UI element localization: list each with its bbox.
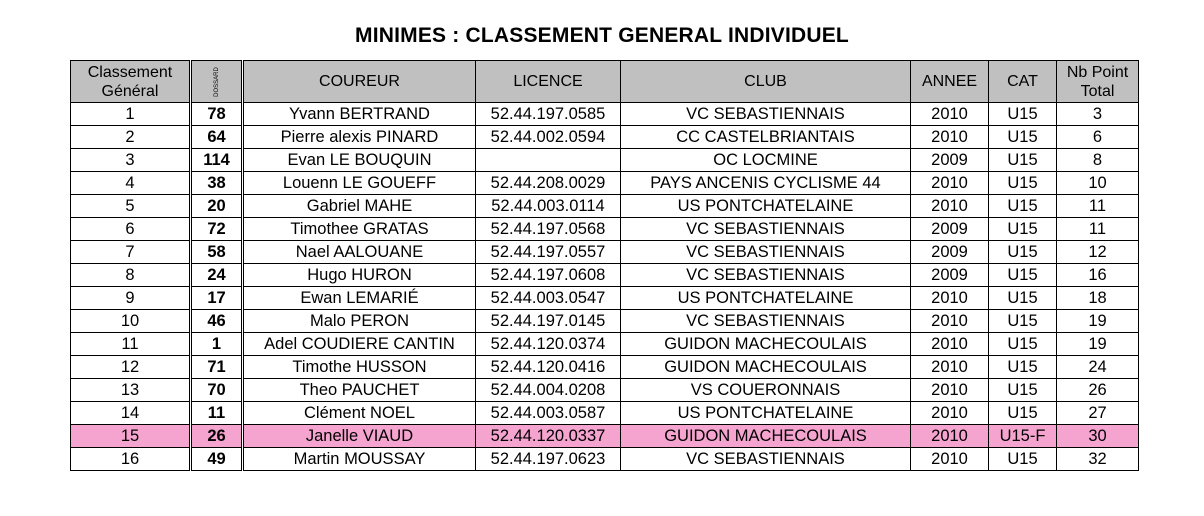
cell-licence: 52.44.197.0557 (476, 241, 621, 264)
cell-coureur: Nael AALOUANE (243, 241, 476, 264)
cell-licence: 52.44.120.0337 (476, 425, 621, 448)
cell-coureur: Hugo HURON (243, 264, 476, 287)
cell-cat: U15 (989, 149, 1057, 172)
cell-cat: U15 (989, 103, 1057, 126)
cell-points: 30 (1057, 425, 1139, 448)
cell-rank: 14 (71, 402, 191, 425)
cell-rank: 1 (71, 103, 191, 126)
cell-dossard: 20 (191, 195, 243, 218)
cell-rank: 9 (71, 287, 191, 310)
table-header-row (71, 61, 1139, 103)
cell-club: US PONTCHATELAINE (621, 402, 911, 425)
cell-dossard: 58 (191, 241, 243, 264)
cell-points: 27 (1057, 402, 1139, 425)
cell-licence: 52.44.004.0208 (476, 379, 621, 402)
cell-licence: 52.44.197.0585 (476, 103, 621, 126)
table-row (71, 402, 1139, 425)
cell-coureur: Timothe HUSSON (243, 356, 476, 379)
table-body (71, 103, 1139, 471)
cell-club: GUIDON MACHECOULAIS (621, 425, 911, 448)
cell-annee: 2010 (911, 195, 989, 218)
table-row (71, 172, 1139, 195)
cell-points: 11 (1057, 195, 1139, 218)
cell-club: VC SEBASTIENNAIS (621, 310, 911, 333)
cell-annee: 2009 (911, 264, 989, 287)
table-row (71, 310, 1139, 333)
cell-dossard: 17 (191, 287, 243, 310)
table-row (71, 333, 1139, 356)
cell-annee: 2010 (911, 172, 989, 195)
cell-points: 12 (1057, 241, 1139, 264)
cell-coureur: Yvann BERTRAND (243, 103, 476, 126)
cell-coureur: Martin MOUSSAY (243, 448, 476, 471)
cell-licence: 52.44.197.0568 (476, 218, 621, 241)
table-row (71, 103, 1139, 126)
header-licence: LICENCE (476, 61, 621, 103)
cell-rank: 5 (71, 195, 191, 218)
cell-cat: U15 (989, 310, 1057, 333)
cell-points: 32 (1057, 448, 1139, 471)
cell-licence: 52.44.003.0587 (476, 402, 621, 425)
cell-club: US PONTCHATELAINE (621, 287, 911, 310)
cell-licence (476, 149, 621, 172)
cell-cat: U15-F (989, 425, 1057, 448)
cell-points: 19 (1057, 333, 1139, 356)
cell-licence: 52.44.197.0623 (476, 448, 621, 471)
cell-rank: 8 (71, 264, 191, 287)
cell-dossard: 64 (191, 126, 243, 149)
cell-cat: U15 (989, 241, 1057, 264)
cell-dossard: 26 (191, 425, 243, 448)
cell-dossard: 70 (191, 379, 243, 402)
cell-dossard: 24 (191, 264, 243, 287)
cell-coureur: Pierre alexis PINARD (243, 126, 476, 149)
cell-cat: U15 (989, 172, 1057, 195)
cell-points: 18 (1057, 287, 1139, 310)
cell-points: 26 (1057, 379, 1139, 402)
table-row (71, 126, 1139, 149)
cell-points: 6 (1057, 126, 1139, 149)
cell-club: VC SEBASTIENNAIS (621, 103, 911, 126)
cell-rank: 16 (71, 448, 191, 471)
cell-rank: 2 (71, 126, 191, 149)
cell-coureur: Ewan LEMARIÉ (243, 287, 476, 310)
cell-dossard: 114 (191, 149, 243, 172)
cell-coureur: Clément NOEL (243, 402, 476, 425)
header-annee: ANNEE (911, 61, 989, 103)
cell-annee: 2010 (911, 379, 989, 402)
cell-club: VC SEBASTIENNAIS (621, 218, 911, 241)
cell-annee: 2010 (911, 103, 989, 126)
cell-club: PAYS ANCENIS CYCLISME 44 (621, 172, 911, 195)
header-cat: CAT (989, 61, 1057, 103)
header-coureur: COUREUR (243, 61, 476, 103)
cell-annee: 2010 (911, 402, 989, 425)
cell-annee: 2010 (911, 356, 989, 379)
cell-cat: U15 (989, 264, 1057, 287)
cell-rank: 15 (71, 425, 191, 448)
cell-coureur: Theo PAUCHET (243, 379, 476, 402)
cell-points: 16 (1057, 264, 1139, 287)
cell-points: 8 (1057, 149, 1139, 172)
cell-annee: 2010 (911, 126, 989, 149)
header-dossard-label: DOSSARD (213, 66, 220, 97)
cell-annee: 2010 (911, 287, 989, 310)
cell-annee: 2010 (911, 310, 989, 333)
table-row (71, 218, 1139, 241)
cell-rank: 10 (71, 310, 191, 333)
cell-rank: 7 (71, 241, 191, 264)
cell-coureur: Malo PERON (243, 310, 476, 333)
cell-coureur: Adel COUDIERE CANTIN (243, 333, 476, 356)
page-title: MINIMES : CLASSEMENT GENERAL INDIVIDUEL (355, 24, 849, 47)
table-row (71, 149, 1139, 172)
cell-rank: 11 (71, 333, 191, 356)
table-row (71, 425, 1139, 448)
table-row (71, 287, 1139, 310)
header-rank: Classement Général (71, 61, 191, 103)
cell-coureur: Louenn LE GOUEFF (243, 172, 476, 195)
cell-dossard: 46 (191, 310, 243, 333)
cell-club: GUIDON MACHECOULAIS (621, 356, 911, 379)
cell-annee: 2009 (911, 241, 989, 264)
cell-club: CC CASTELBRIANTAIS (621, 126, 911, 149)
header-club: CLUB (621, 61, 911, 103)
cell-club: US PONTCHATELAINE (621, 195, 911, 218)
cell-dossard: 11 (191, 402, 243, 425)
cell-coureur: Evan LE BOUQUIN (243, 149, 476, 172)
cell-points: 19 (1057, 310, 1139, 333)
table-row (71, 264, 1139, 287)
cell-licence: 52.44.197.0145 (476, 310, 621, 333)
header-dossard (191, 61, 243, 103)
cell-coureur: Janelle VIAUD (243, 425, 476, 448)
cell-club: OC LOCMINE (621, 149, 911, 172)
cell-cat: U15 (989, 402, 1057, 425)
cell-cat: U15 (989, 333, 1057, 356)
cell-dossard: 49 (191, 448, 243, 471)
cell-rank: 12 (71, 356, 191, 379)
cell-cat: U15 (989, 448, 1057, 471)
cell-club: VC SEBASTIENNAIS (621, 264, 911, 287)
cell-coureur: Gabriel MAHE (243, 195, 476, 218)
cell-rank: 4 (71, 172, 191, 195)
table-row (71, 379, 1139, 402)
cell-licence: 52.44.208.0029 (476, 172, 621, 195)
table-row (71, 356, 1139, 379)
cell-rank: 13 (71, 379, 191, 402)
cell-annee: 2010 (911, 425, 989, 448)
cell-licence: 52.44.002.0594 (476, 126, 621, 149)
table-row (71, 195, 1139, 218)
table-row (71, 448, 1139, 471)
cell-cat: U15 (989, 195, 1057, 218)
table-row (71, 241, 1139, 264)
cell-annee: 2010 (911, 333, 989, 356)
cell-dossard: 72 (191, 218, 243, 241)
cell-dossard: 78 (191, 103, 243, 126)
cell-coureur: Timothee GRATAS (243, 218, 476, 241)
cell-dossard: 71 (191, 356, 243, 379)
header-points: Nb Point Total (1057, 61, 1139, 103)
cell-points: 3 (1057, 103, 1139, 126)
cell-club: GUIDON MACHECOULAIS (621, 333, 911, 356)
cell-points: 10 (1057, 172, 1139, 195)
cell-dossard: 38 (191, 172, 243, 195)
ranking-table (70, 60, 1139, 471)
cell-cat: U15 (989, 126, 1057, 149)
cell-cat: U15 (989, 218, 1057, 241)
cell-licence: 52.44.120.0374 (476, 333, 621, 356)
cell-cat: U15 (989, 287, 1057, 310)
cell-licence: 52.44.120.0416 (476, 356, 621, 379)
cell-licence: 52.44.197.0608 (476, 264, 621, 287)
cell-points: 11 (1057, 218, 1139, 241)
cell-cat: U15 (989, 356, 1057, 379)
cell-dossard: 1 (191, 333, 243, 356)
cell-club: VC SEBASTIENNAIS (621, 241, 911, 264)
cell-licence: 52.44.003.0114 (476, 195, 621, 218)
cell-club: VS COUERONNAIS (621, 379, 911, 402)
cell-licence: 52.44.003.0547 (476, 287, 621, 310)
cell-annee: 2009 (911, 218, 989, 241)
cell-annee: 2010 (911, 448, 989, 471)
cell-club: VC SEBASTIENNAIS (621, 448, 911, 471)
cell-cat: U15 (989, 379, 1057, 402)
cell-points: 24 (1057, 356, 1139, 379)
cell-rank: 6 (71, 218, 191, 241)
cell-rank: 3 (71, 149, 191, 172)
cell-annee: 2009 (911, 149, 989, 172)
